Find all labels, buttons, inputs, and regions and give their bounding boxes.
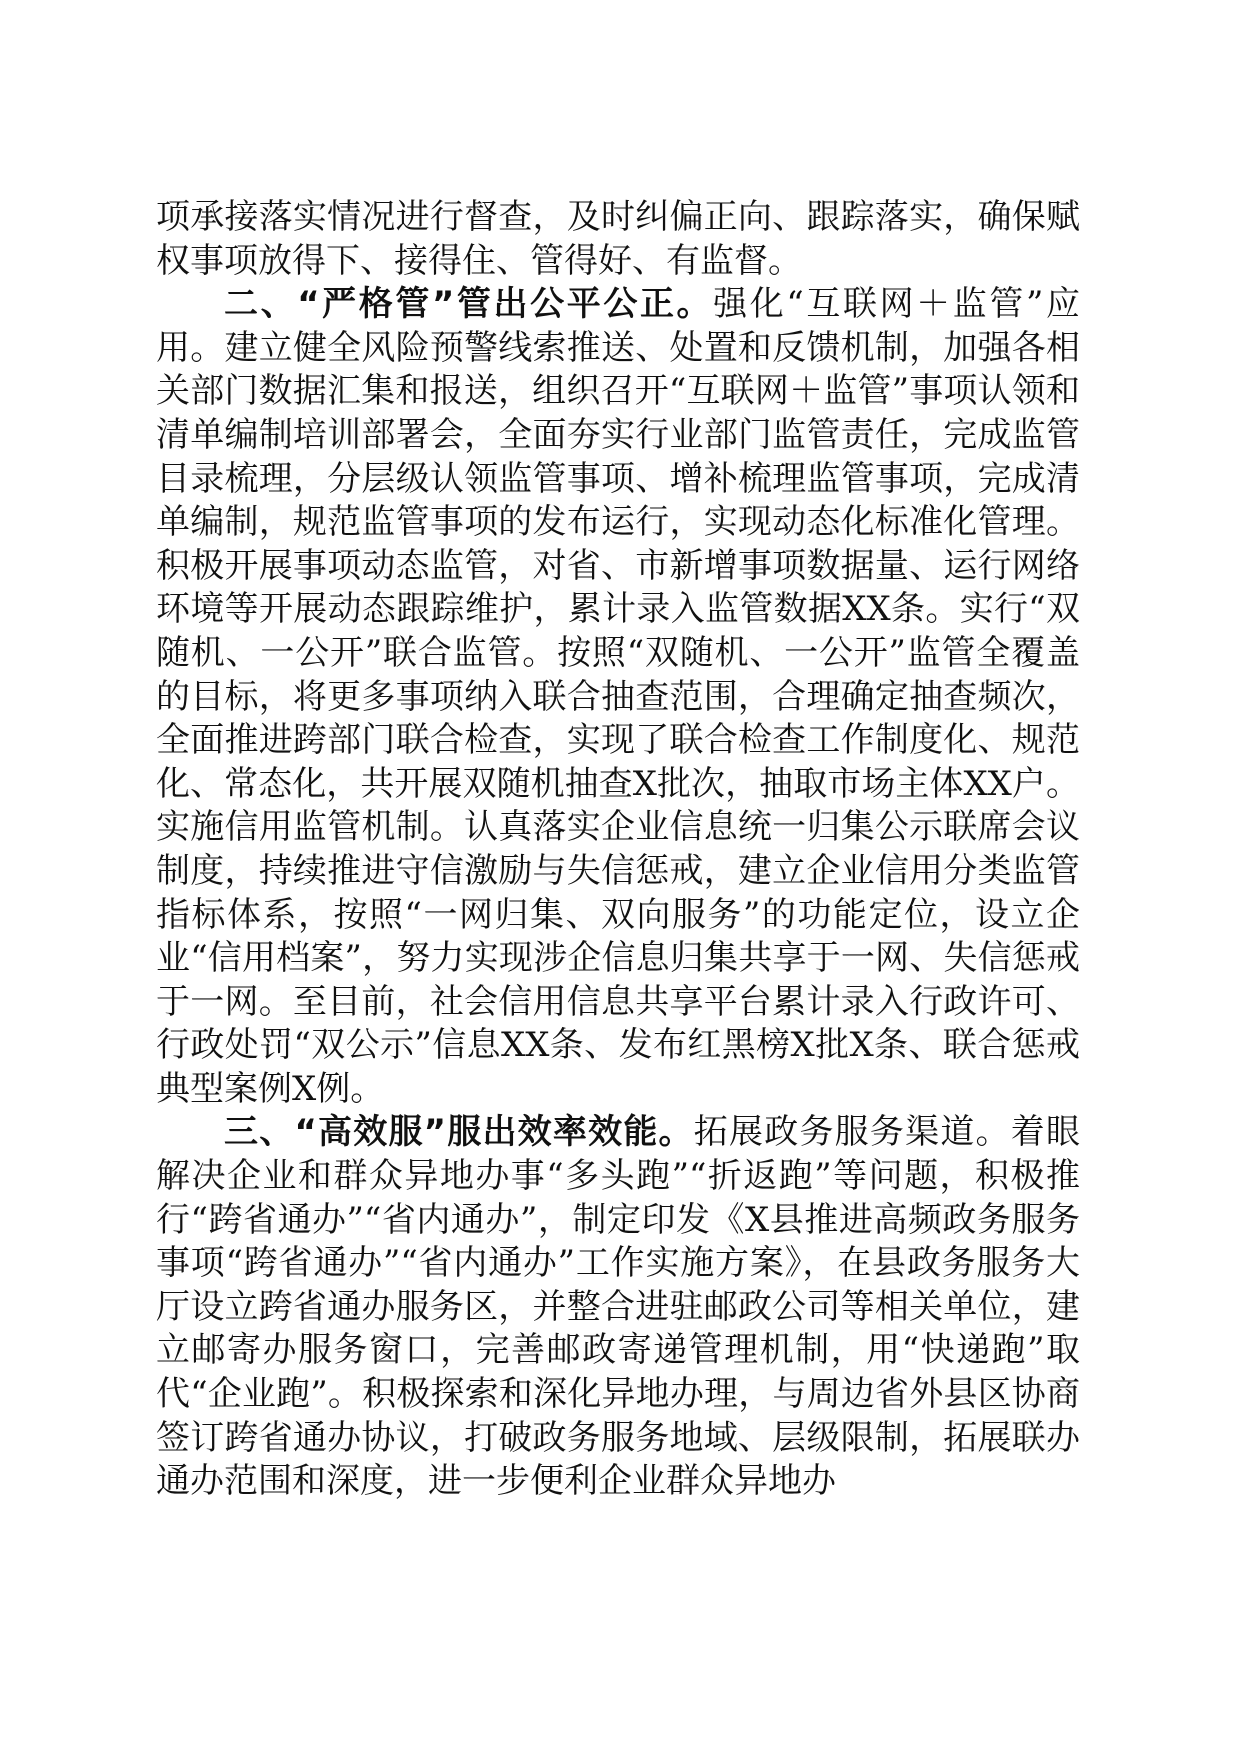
section-2-heading: 二、“严格管”管出公平公正。 [224,284,714,325]
paragraph-section-2 [156,283,1080,1111]
section-3-body: 拓展政务服务渠道。着眼解决企业和群众异地办事“多头跑”“折返跑”等问题，积极推行“跨省通办”“省内通办”，制定印发《X县推进高频政务服务事项“跨省通办”“省内通办”工作实施方案》，在县政务服务大厅设立跨省通办服务区，并整合进驻邮政公司等相关单位，建立邮寄办服务窗口，完善邮政寄递管理机制，用“快递跑”取代“企业跑”。积极探索和深化异地办理，与周边省外县区协商签订跨省通办协议，打破政务服务地域、层级限制，拓展联办通办范围和深度，进一步便利企业群众异地办 [156,1112,1080,1502]
section-2-body: 强化“互联网＋监管”应用。建立健全风险预警线索推送、处置和反馈机制，加强各相关部门数据汇集和报送，组织召开“互联网＋监管”事项认领和清单编制培训部署会，全面夯实行业部门监管责任，完成监管目录梳理，分层级认领监管事项、增补梳理监管事项，完成清单编制，规范监管事项的发布运行，实现动态化标准化管理。积极开展事项动态监管，对省、市新增事项数据量、运行网络环境等开展动态跟踪维护，累计录入监管数据XX条。实行“双随机、一公开”联合监管。按照“双随机、一公开”监管全覆盖的目标，将更多事项纳入联合抽查范围，合理确定抽查频次，全面推进跨部门联合检查，实现了联合检查工作制度化、规范化、常态化，共开展双随机抽查X批次，抽取市场主体XX户。实施信用监管机制。认真落实企业信息统一归集公示联席会议制度，持续推进守信激励与失信惩戒，建立企业信用分类监管指标体系，按照“一网归集、双向服务”的功能定位，设立企业“信用档案”，努力实现涉企信息归集共享于一网、失信惩戒于一网。至目前，社会信用信息共享平台累计录入行政许可、行政处罚“双公示”信息XX条、发布红黑榜X批X条、联合惩戒典型案例X例。 [156,284,1080,1109]
paragraph-continuation: 项承接落实情况进行督查，及时纠偏正向、跟踪落实，确保赋权事项放得下、接得住、管得好、有监督。 [156,197,1080,281]
section-3-heading: 三、“高效服”服出效率效能。 [224,1112,694,1153]
document-body [156,196,1080,1504]
paragraph-section-3 [156,1111,1080,1503]
